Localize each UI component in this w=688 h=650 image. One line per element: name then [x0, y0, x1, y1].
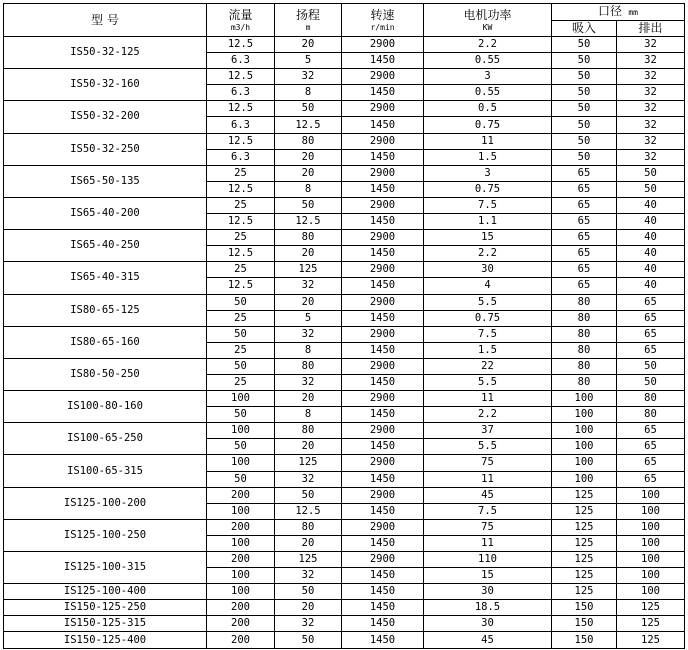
speed-cell: 2900 [342, 423, 424, 439]
inlet-cell: 80 [552, 342, 617, 358]
outlet-cell: 65 [617, 310, 685, 326]
inlet-cell: 150 [552, 632, 617, 648]
outlet-cell: 125 [617, 616, 685, 632]
power-cell: 0.5 [424, 101, 552, 117]
model-cell: IS150-125-250 [4, 600, 207, 616]
outlet-cell: 65 [617, 439, 685, 455]
outlet-cell: 65 [617, 294, 685, 310]
power-cell: 0.75 [424, 310, 552, 326]
spec-table-body [4, 37, 685, 649]
outlet-cell: 40 [617, 278, 685, 294]
flow-cell: 100 [207, 455, 275, 471]
flow-cell: 12.5 [207, 101, 275, 117]
outlet-cell: 125 [617, 632, 685, 648]
outlet-cell: 100 [617, 552, 685, 568]
power-cell: 18.5 [424, 600, 552, 616]
outlet-cell: 32 [617, 69, 685, 85]
speed-cell: 2900 [342, 294, 424, 310]
power-cell: 7.5 [424, 197, 552, 213]
speed-cell: 2900 [342, 101, 424, 117]
model-cell: IS65-50-135 [4, 165, 207, 197]
inlet-cell: 100 [552, 407, 617, 423]
power-cell: 4 [424, 278, 552, 294]
inlet-cell: 50 [552, 133, 617, 149]
outlet-cell: 32 [617, 149, 685, 165]
speed-cell: 1450 [342, 568, 424, 584]
flow-cell: 200 [207, 616, 275, 632]
speed-cell: 2900 [342, 455, 424, 471]
flow-cell: 12.5 [207, 278, 275, 294]
head-cell: 20 [275, 439, 342, 455]
head-cell: 125 [275, 552, 342, 568]
head-cell: 32 [275, 278, 342, 294]
flow-cell: 100 [207, 391, 275, 407]
inlet-cell: 50 [552, 117, 617, 133]
power-cell: 0.75 [424, 117, 552, 133]
power-cell: 37 [424, 423, 552, 439]
header-flow-unit: m3/h [230, 22, 251, 32]
head-cell: 32 [275, 568, 342, 584]
head-cell: 32 [275, 616, 342, 632]
outlet-cell: 32 [617, 117, 685, 133]
inlet-cell: 100 [552, 439, 617, 455]
flow-cell: 200 [207, 600, 275, 616]
power-cell: 0.55 [424, 85, 552, 101]
head-cell: 125 [275, 455, 342, 471]
inlet-cell: 50 [552, 53, 617, 69]
power-cell: 11 [424, 133, 552, 149]
table-row [4, 165, 685, 181]
inlet-cell: 50 [552, 85, 617, 101]
inlet-cell: 100 [552, 423, 617, 439]
speed-cell: 2900 [342, 358, 424, 374]
head-cell: 80 [275, 230, 342, 246]
table-row [4, 101, 685, 117]
table-row [4, 616, 685, 632]
model-cell: IS100-65-250 [4, 423, 207, 455]
speed-cell: 1450 [342, 632, 424, 648]
power-cell: 45 [424, 487, 552, 503]
power-cell: 3 [424, 165, 552, 181]
speed-cell: 2900 [342, 262, 424, 278]
head-cell: 20 [275, 246, 342, 262]
outlet-cell: 100 [617, 503, 685, 519]
flow-cell: 12.5 [207, 181, 275, 197]
table-row [4, 230, 685, 246]
model-cell: IS65-40-250 [4, 230, 207, 262]
head-cell: 32 [275, 471, 342, 487]
flow-cell: 25 [207, 230, 275, 246]
outlet-cell: 80 [617, 391, 685, 407]
head-cell: 50 [275, 632, 342, 648]
speed-cell: 1450 [342, 503, 424, 519]
speed-cell: 2900 [342, 552, 424, 568]
inlet-cell: 125 [552, 568, 617, 584]
inlet-cell: 80 [552, 294, 617, 310]
inlet-cell: 125 [552, 535, 617, 551]
power-cell: 30 [424, 616, 552, 632]
inlet-cell: 125 [552, 584, 617, 600]
inlet-cell: 50 [552, 37, 617, 53]
head-cell: 5 [275, 53, 342, 69]
outlet-cell: 100 [617, 535, 685, 551]
power-cell: 75 [424, 519, 552, 535]
head-cell: 50 [275, 197, 342, 213]
speed-cell: 1450 [342, 214, 424, 230]
inlet-cell: 50 [552, 149, 617, 165]
flow-cell: 12.5 [207, 69, 275, 85]
flow-cell: 100 [207, 535, 275, 551]
head-cell: 20 [275, 37, 342, 53]
model-cell: IS50-32-125 [4, 37, 207, 69]
speed-cell: 1450 [342, 181, 424, 197]
head-cell: 8 [275, 85, 342, 101]
flow-cell: 25 [207, 165, 275, 181]
speed-cell: 2900 [342, 519, 424, 535]
head-cell: 12.5 [275, 117, 342, 133]
speed-cell: 1450 [342, 600, 424, 616]
inlet-cell: 50 [552, 69, 617, 85]
model-cell: IS50-32-250 [4, 133, 207, 165]
power-cell: 30 [424, 584, 552, 600]
header-speed [342, 4, 424, 37]
outlet-cell: 50 [617, 181, 685, 197]
inlet-cell: 65 [552, 165, 617, 181]
speed-cell: 1450 [342, 535, 424, 551]
model-cell: IS80-65-160 [4, 326, 207, 358]
speed-cell: 2900 [342, 326, 424, 342]
header-head-unit: m [305, 22, 311, 32]
inlet-cell: 65 [552, 181, 617, 197]
speed-cell: 1450 [342, 584, 424, 600]
model-cell: IS125-100-315 [4, 552, 207, 584]
outlet-cell: 80 [617, 407, 685, 423]
power-cell: 2.2 [424, 407, 552, 423]
head-cell: 8 [275, 342, 342, 358]
outlet-cell: 100 [617, 568, 685, 584]
inlet-cell: 100 [552, 455, 617, 471]
speed-cell: 1450 [342, 278, 424, 294]
power-cell: 5.5 [424, 439, 552, 455]
speed-cell: 2900 [342, 165, 424, 181]
outlet-cell: 100 [617, 519, 685, 535]
head-cell: 125 [275, 262, 342, 278]
flow-cell: 25 [207, 262, 275, 278]
speed-cell: 1450 [342, 53, 424, 69]
flow-cell: 50 [207, 439, 275, 455]
power-cell: 110 [424, 552, 552, 568]
speed-cell: 2900 [342, 133, 424, 149]
flow-cell: 50 [207, 471, 275, 487]
head-cell: 5 [275, 310, 342, 326]
flow-cell: 200 [207, 487, 275, 503]
power-cell: 5.5 [424, 294, 552, 310]
header-outlet: 排出 [617, 21, 685, 37]
power-cell: 11 [424, 471, 552, 487]
inlet-cell: 100 [552, 471, 617, 487]
header-power-unit: KW [482, 22, 493, 32]
power-cell: 7.5 [424, 503, 552, 519]
inlet-cell: 125 [552, 487, 617, 503]
flow-cell: 50 [207, 294, 275, 310]
speed-cell: 2900 [342, 69, 424, 85]
model-cell: IS150-125-400 [4, 632, 207, 648]
outlet-cell: 32 [617, 85, 685, 101]
power-cell: 11 [424, 535, 552, 551]
head-cell: 8 [275, 181, 342, 197]
power-cell: 30 [424, 262, 552, 278]
header-power-label: 电机功率 [463, 7, 512, 22]
inlet-cell: 100 [552, 391, 617, 407]
head-cell: 80 [275, 423, 342, 439]
outlet-cell: 50 [617, 165, 685, 181]
flow-cell: 12.5 [207, 214, 275, 230]
outlet-cell: 65 [617, 471, 685, 487]
head-cell: 20 [275, 294, 342, 310]
inlet-cell: 65 [552, 197, 617, 213]
model-cell: IS150-125-315 [4, 616, 207, 632]
power-cell: 1.5 [424, 149, 552, 165]
table-row [4, 358, 685, 374]
head-cell: 12.5 [275, 503, 342, 519]
speed-cell: 2900 [342, 37, 424, 53]
pump-spec-table [3, 3, 685, 649]
flow-cell: 50 [207, 358, 275, 374]
outlet-cell: 32 [617, 101, 685, 117]
head-cell: 8 [275, 407, 342, 423]
flow-cell: 200 [207, 632, 275, 648]
outlet-cell: 40 [617, 230, 685, 246]
flow-cell: 6.3 [207, 149, 275, 165]
model-cell: IS100-80-160 [4, 391, 207, 423]
power-cell: 1.5 [424, 342, 552, 358]
table-row [4, 584, 685, 600]
table-row [4, 197, 685, 213]
inlet-cell: 65 [552, 262, 617, 278]
speed-cell: 1450 [342, 149, 424, 165]
power-cell: 7.5 [424, 326, 552, 342]
header-diameter-label: 口径 [598, 4, 623, 18]
flow-cell: 100 [207, 568, 275, 584]
header-flow [207, 4, 275, 37]
table-row [4, 69, 685, 85]
outlet-cell: 40 [617, 214, 685, 230]
flow-cell: 200 [207, 552, 275, 568]
power-cell: 11 [424, 391, 552, 407]
outlet-cell: 32 [617, 133, 685, 149]
head-cell: 20 [275, 391, 342, 407]
flow-cell: 200 [207, 519, 275, 535]
outlet-cell: 40 [617, 197, 685, 213]
head-cell: 12.5 [275, 214, 342, 230]
outlet-cell: 32 [617, 53, 685, 69]
inlet-cell: 50 [552, 101, 617, 117]
power-cell: 0.75 [424, 181, 552, 197]
power-cell: 15 [424, 568, 552, 584]
inlet-cell: 80 [552, 358, 617, 374]
head-cell: 20 [275, 535, 342, 551]
speed-cell: 1450 [342, 471, 424, 487]
speed-cell: 1450 [342, 407, 424, 423]
head-cell: 50 [275, 487, 342, 503]
header-diameter [552, 4, 685, 21]
inlet-cell: 65 [552, 278, 617, 294]
header-power [424, 4, 552, 37]
model-cell: IS125-100-400 [4, 584, 207, 600]
table-row [4, 455, 685, 471]
speed-cell: 1450 [342, 342, 424, 358]
flow-cell: 12.5 [207, 133, 275, 149]
flow-cell: 6.3 [207, 117, 275, 133]
table-row [4, 632, 685, 648]
power-cell: 2.2 [424, 37, 552, 53]
outlet-cell: 100 [617, 487, 685, 503]
head-cell: 32 [275, 69, 342, 85]
header-speed-unit: r/min [370, 22, 395, 32]
head-cell: 32 [275, 326, 342, 342]
model-cell: IS80-50-250 [4, 358, 207, 390]
model-cell: IS65-40-315 [4, 262, 207, 294]
inlet-cell: 80 [552, 310, 617, 326]
speed-cell: 2900 [342, 197, 424, 213]
outlet-cell: 50 [617, 374, 685, 390]
speed-cell: 2900 [342, 230, 424, 246]
outlet-cell: 40 [617, 262, 685, 278]
table-row [4, 423, 685, 439]
power-cell: 75 [424, 455, 552, 471]
header-flow-label: 流量 [228, 7, 253, 22]
outlet-cell: 65 [617, 423, 685, 439]
speed-cell: 1450 [342, 310, 424, 326]
table-row [4, 326, 685, 342]
head-cell: 80 [275, 519, 342, 535]
inlet-cell: 150 [552, 600, 617, 616]
outlet-cell: 32 [617, 37, 685, 53]
flow-cell: 25 [207, 197, 275, 213]
flow-cell: 25 [207, 342, 275, 358]
power-cell: 45 [424, 632, 552, 648]
head-cell: 80 [275, 133, 342, 149]
table-row [4, 487, 685, 503]
header-model: 型 号 [4, 4, 207, 37]
speed-cell: 1450 [342, 439, 424, 455]
flow-cell: 6.3 [207, 85, 275, 101]
outlet-cell: 125 [617, 600, 685, 616]
speed-cell: 1450 [342, 246, 424, 262]
flow-cell: 6.3 [207, 53, 275, 69]
head-cell: 20 [275, 149, 342, 165]
model-cell: IS65-40-200 [4, 197, 207, 229]
table-row [4, 262, 685, 278]
header-diameter-unit: mm [628, 8, 638, 17]
power-cell: 5.5 [424, 374, 552, 390]
flow-cell: 100 [207, 584, 275, 600]
header-speed-label: 转速 [370, 7, 395, 22]
header-head [275, 4, 342, 37]
outlet-cell: 65 [617, 326, 685, 342]
head-cell: 20 [275, 600, 342, 616]
outlet-cell: 65 [617, 342, 685, 358]
model-cell: IS125-100-200 [4, 487, 207, 519]
inlet-cell: 125 [552, 503, 617, 519]
header-inlet: 吸入 [552, 21, 617, 37]
model-cell: IS100-65-315 [4, 455, 207, 487]
model-cell: IS125-100-250 [4, 519, 207, 551]
speed-cell: 1450 [342, 117, 424, 133]
head-cell: 50 [275, 584, 342, 600]
inlet-cell: 65 [552, 214, 617, 230]
power-cell: 15 [424, 230, 552, 246]
model-cell: IS50-32-200 [4, 101, 207, 133]
inlet-cell: 125 [552, 552, 617, 568]
inlet-cell: 65 [552, 230, 617, 246]
flow-cell: 12.5 [207, 246, 275, 262]
header-head-label: 扬程 [295, 7, 320, 22]
power-cell: 0.55 [424, 53, 552, 69]
flow-cell: 50 [207, 407, 275, 423]
inlet-cell: 150 [552, 616, 617, 632]
inlet-cell: 80 [552, 374, 617, 390]
head-cell: 80 [275, 358, 342, 374]
outlet-cell: 50 [617, 358, 685, 374]
speed-cell: 2900 [342, 391, 424, 407]
flow-cell: 25 [207, 374, 275, 390]
table-row [4, 519, 685, 535]
model-cell: IS50-32-160 [4, 69, 207, 101]
inlet-cell: 65 [552, 246, 617, 262]
flow-cell: 100 [207, 503, 275, 519]
inlet-cell: 80 [552, 326, 617, 342]
table-row [4, 552, 685, 568]
model-cell: IS80-65-125 [4, 294, 207, 326]
flow-cell: 25 [207, 310, 275, 326]
flow-cell: 12.5 [207, 37, 275, 53]
table-row [4, 133, 685, 149]
power-cell: 22 [424, 358, 552, 374]
power-cell: 3 [424, 69, 552, 85]
speed-cell: 1450 [342, 616, 424, 632]
speed-cell: 2900 [342, 487, 424, 503]
speed-cell: 1450 [342, 85, 424, 101]
flow-cell: 100 [207, 423, 275, 439]
power-cell: 2.2 [424, 246, 552, 262]
head-cell: 32 [275, 374, 342, 390]
speed-cell: 1450 [342, 374, 424, 390]
table-row [4, 391, 685, 407]
outlet-cell: 40 [617, 246, 685, 262]
table-row [4, 294, 685, 310]
head-cell: 20 [275, 165, 342, 181]
inlet-cell: 125 [552, 519, 617, 535]
table-row [4, 600, 685, 616]
flow-cell: 50 [207, 326, 275, 342]
table-row [4, 37, 685, 53]
power-cell: 1.1 [424, 214, 552, 230]
head-cell: 50 [275, 101, 342, 117]
outlet-cell: 65 [617, 455, 685, 471]
outlet-cell: 100 [617, 584, 685, 600]
